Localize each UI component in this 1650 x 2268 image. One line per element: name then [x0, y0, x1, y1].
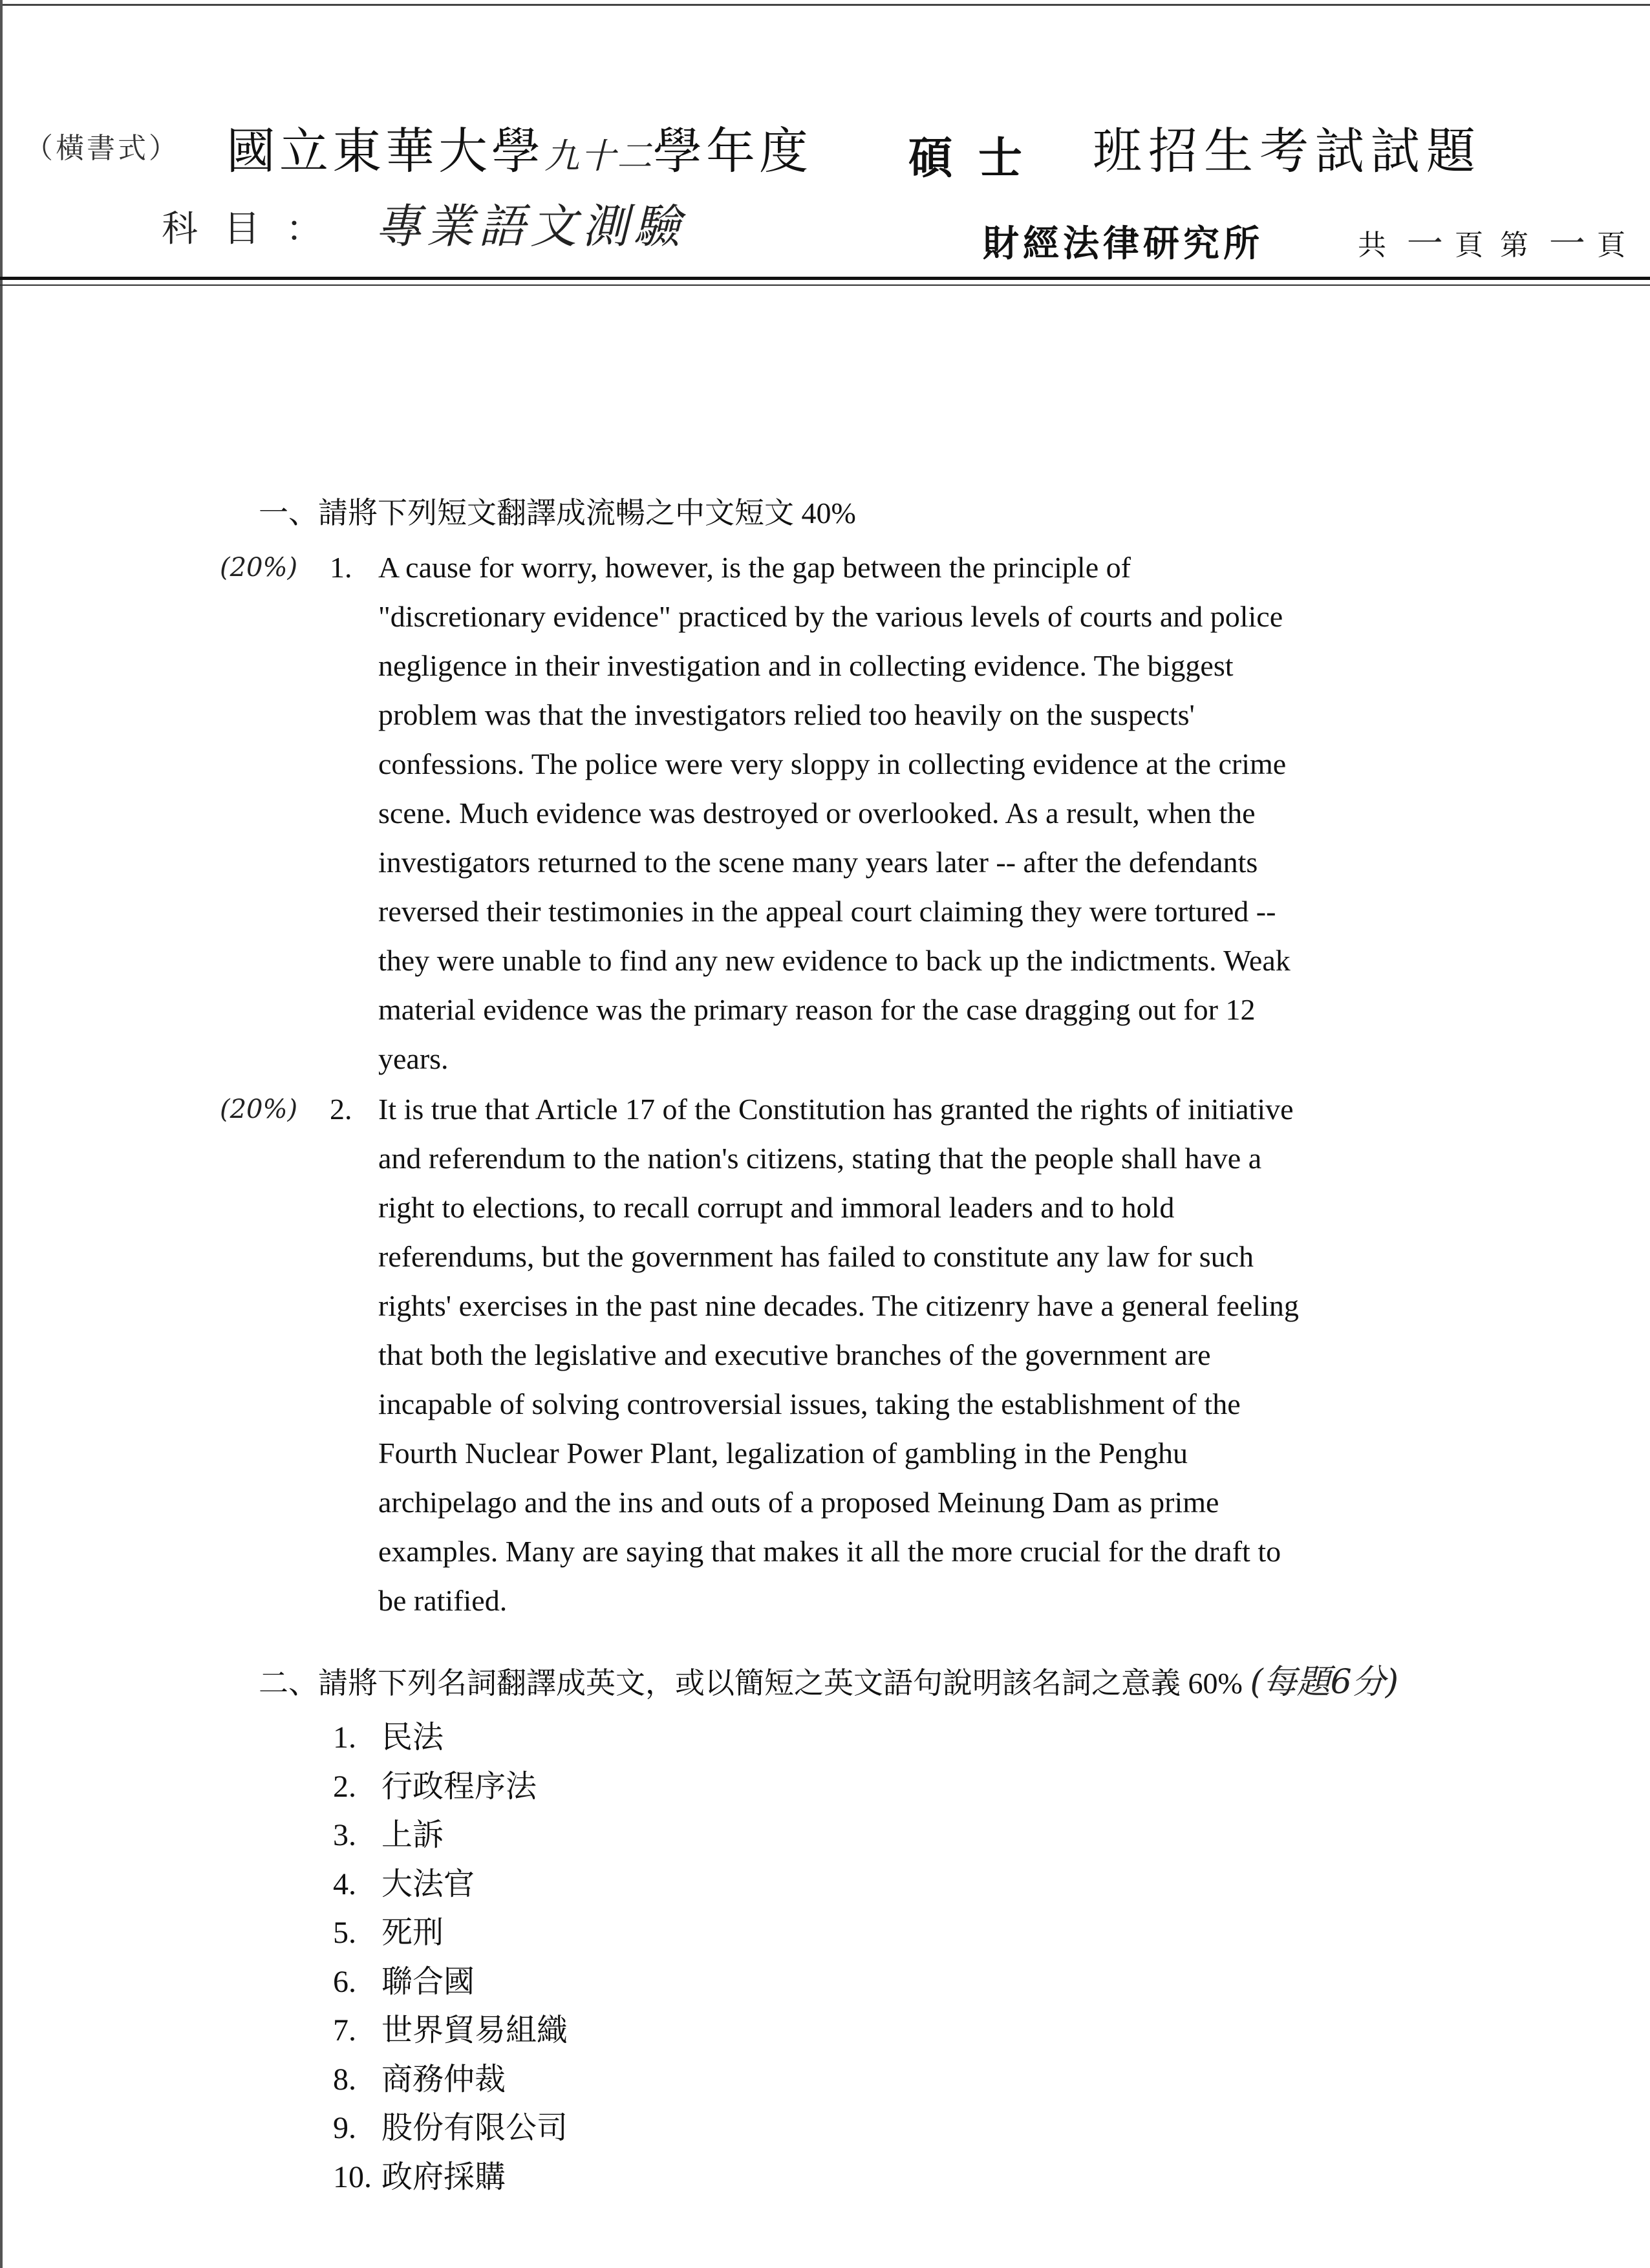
term-text: 世界貿易組織	[381, 2013, 568, 2048]
text-line: scene. Much evidence was destroyed or overlooked. As a result, when the	[378, 797, 1256, 829]
text-line: archipelago and the ins and outs of a proposed Meinung Dam as prime	[378, 1486, 1219, 1519]
term-text: 聯合國	[381, 1964, 475, 1999]
term-item	[333, 2006, 568, 2055]
term-number: 10.	[333, 2159, 372, 2194]
scan-edge-left	[0, 0, 3, 2268]
text-line: that both the legislative and executive branches of the government are	[378, 1338, 1211, 1371]
header-divider-secondary	[0, 284, 1650, 286]
text-line: referendums, but the government has failed to constitute any law for such	[378, 1240, 1254, 1273]
degree-level: 碩士	[908, 134, 1049, 183]
text-line: incapable of solving controversial issues, taking the establishment of the	[378, 1387, 1241, 1420]
academic-year: 九十二	[544, 136, 653, 177]
text-line: Fourth Nuclear Power Plant, legalization of gambling in the Penghu	[378, 1437, 1188, 1470]
term-text: 死刑	[381, 1916, 444, 1950]
text-line: A cause for worry, however, is the gap between the principle of	[378, 551, 1131, 584]
total-pages-value: 一	[1403, 223, 1439, 265]
question-1-text	[378, 543, 1639, 1084]
section-2-heading	[259, 1662, 1398, 1704]
academic-year-suffix: 學年度	[653, 125, 812, 179]
term-text: 股份有限公司	[381, 2111, 568, 2145]
term-number: 3.	[333, 1818, 356, 1852]
text-line: examples. Many are saying that makes it all the more crucial for the draft to	[378, 1535, 1281, 1568]
page-unit-2: 頁	[1597, 230, 1625, 261]
scan-edge-top	[0, 4, 1650, 6]
term-item	[333, 1811, 568, 1860]
term-text: 商務仲裁	[381, 2062, 506, 2097]
section-1-heading: 一、請將下列短文翻譯成流暢之中文短文 40%	[259, 497, 856, 530]
term-item	[333, 2153, 568, 2202]
text-line: be ratified.	[378, 1584, 508, 1617]
term-text: 政府採購	[381, 2159, 506, 2194]
text-line: "discretionary evidence" practiced by the various levels of courts and police	[378, 600, 1283, 633]
term-list	[333, 1713, 568, 2201]
term-number: 2.	[333, 1769, 356, 1804]
exam-title: 班招生考試試題	[1093, 125, 1482, 179]
text-line: right to elections, to recall corrupt and immoral leaders and to hold	[378, 1191, 1175, 1224]
department-name: 財經法律研究所	[983, 224, 1263, 264]
text-line: they were unable to find any new evidence to back up the indictments. Weak	[378, 944, 1291, 977]
text-line: problem was that the investigators relied too heavily on the suspects'	[378, 698, 1195, 731]
text-line: reversed their testimonies in the appeal court claiming they were tortured --	[378, 895, 1276, 928]
page-number-value: 一	[1545, 223, 1581, 265]
term-item	[333, 2055, 568, 2104]
term-text: 行政程序法	[381, 1769, 537, 1804]
format-note: （橫書式）	[25, 133, 180, 164]
text-line: material evidence was the primary reason for the case dragging out for 12	[378, 993, 1256, 1026]
term-number: 9.	[333, 2111, 356, 2145]
text-line: investigators returned to the scene many years later -- after the defendants	[378, 846, 1258, 879]
term-number: 7.	[333, 2013, 356, 2048]
term-text: 大法官	[381, 1867, 475, 1901]
term-number: 8.	[333, 2062, 356, 2097]
term-number: 6.	[333, 1964, 356, 1999]
term-text: 上訴	[381, 1818, 444, 1852]
page-label: 第	[1500, 230, 1528, 261]
term-number: 4.	[333, 1867, 356, 1901]
question-1-number: 1.	[330, 551, 352, 584]
term-number: 1.	[333, 1720, 356, 1755]
question-2-text	[378, 1085, 1639, 1625]
question-2-number: 2.	[330, 1093, 352, 1126]
question-2-score: (20%)	[220, 1095, 298, 1124]
term-item	[333, 1909, 568, 1958]
page-count	[1358, 223, 1642, 265]
total-pages-label: 共	[1358, 230, 1386, 261]
header-divider	[0, 277, 1650, 280]
term-number: 5.	[333, 1916, 356, 1950]
page-unit: 頁	[1455, 230, 1483, 261]
university-title	[226, 120, 812, 189]
term-item	[333, 1713, 568, 1762]
term-text: 民法	[381, 1720, 444, 1755]
text-line: negligence in their investigation and in collecting evidence. The biggest	[378, 649, 1234, 682]
term-item	[333, 1762, 568, 1812]
text-line: rights' exercises in the past nine decades. The citizenry have a general feeling	[378, 1289, 1299, 1322]
term-item	[333, 1958, 568, 2007]
section-2-heading-text: 二、請將下列名詞翻譯成英文，或以簡短之英文語句說明該名詞之意義 60%	[259, 1667, 1243, 1700]
term-item	[333, 2104, 568, 2153]
text-line: and referendum to the nation's citizens, stating that the people shall have a	[378, 1142, 1262, 1175]
subject-label: 科目：	[162, 209, 348, 250]
question-1-score: (20%)	[220, 553, 298, 583]
text-line: years.	[378, 1042, 449, 1075]
section-2-score-note: (每題6分)	[1250, 1663, 1398, 1702]
term-item	[333, 1860, 568, 1909]
text-line: confessions. The police were very sloppy in collecting evidence at the crime	[378, 747, 1287, 780]
text-line: It is true that Article 17 of the Constitution has granted the rights of initiative	[378, 1093, 1294, 1126]
university-name: 國立東華大學	[226, 125, 544, 179]
subject-name: 專業語文測驗	[375, 199, 686, 253]
